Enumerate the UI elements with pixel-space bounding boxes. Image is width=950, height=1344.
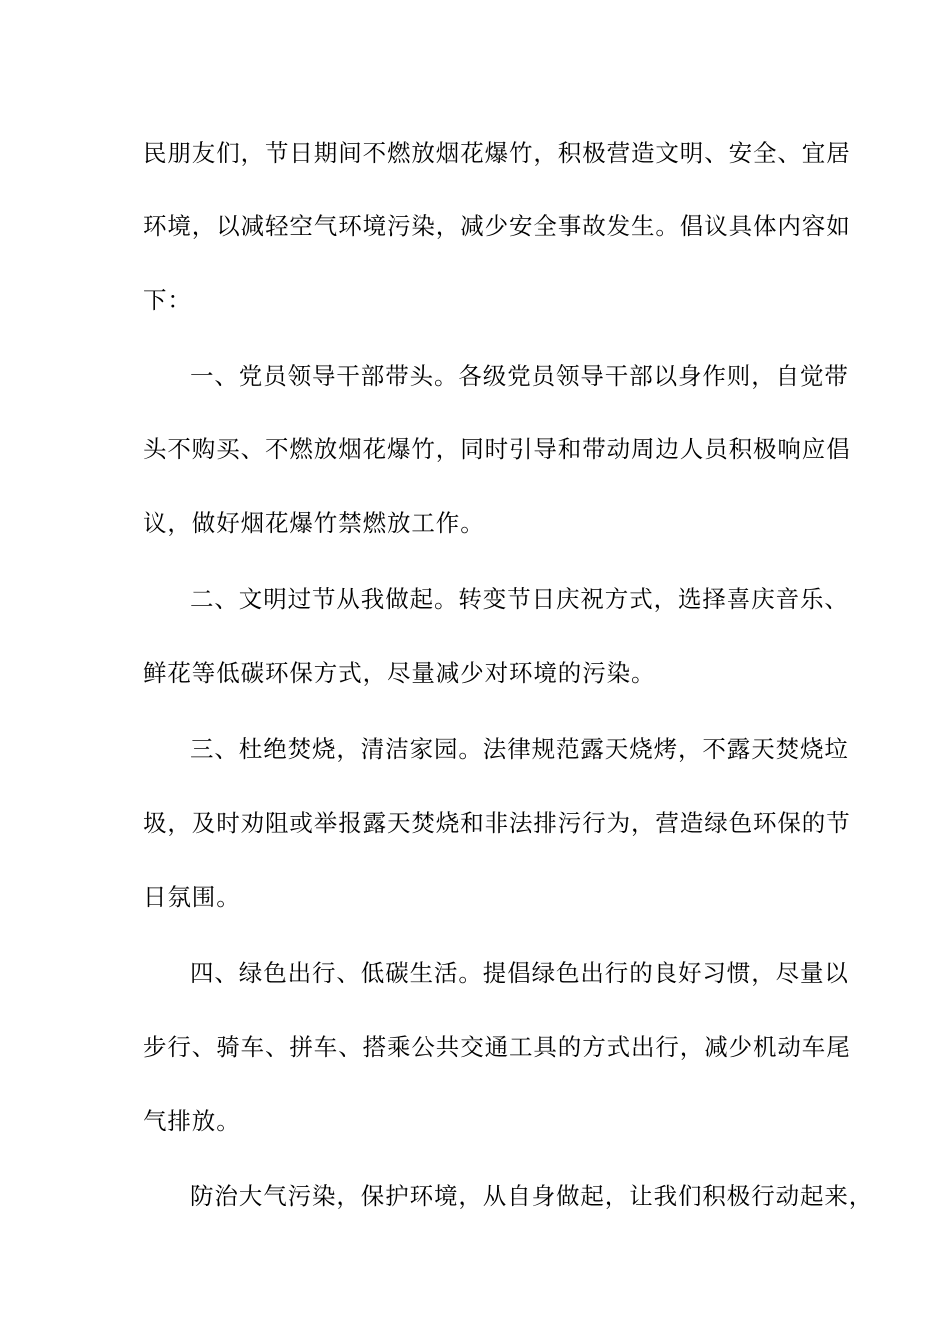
text-line: 议，做好烟花爆竹禁燃放工作。 [143, 509, 485, 537]
paragraph-three-first-line: 三、杜绝焚烧，清洁家园。法律规范露天烧烤，不露天焚烧垃 [190, 735, 849, 763]
text-line: 气排放。 [143, 1107, 241, 1135]
text-line: 圾，及时劝阻或举报露天焚烧和非法排污行为，营造绿色环保的节 [143, 809, 851, 837]
text-line: 民朋友们，节日期间不燃放烟花爆竹，积极营造文明、安全、宜居 [143, 139, 851, 167]
paragraph-four-first-line: 四、绿色出行、低碳生活。提倡绿色出行的良好习惯，尽量以 [190, 959, 849, 987]
paragraph-one-first-line: 一、党员领导干部带头。各级党员领导干部以身作则，自觉带 [190, 362, 849, 390]
text-line: 日氛围。 [143, 883, 241, 911]
text-line: 步行、骑车、拼车、搭乘公共交通工具的方式出行，减少机动车尾 [143, 1033, 851, 1061]
text-line: 环境，以减轻空气环境污染，减少安全事故发生。倡议具体内容如 [143, 212, 851, 240]
closing-paragraph-first-line: 防治大气污染，保护环境，从自身做起，让我们积极行动起来， [190, 1182, 874, 1210]
text-line: 下： [143, 286, 192, 314]
text-line: 头不购买、不燃放烟花爆竹，同时引导和带动周边人员积极响应倡 [143, 435, 851, 463]
text-line: 鲜花等低碳环保方式，尽量减少对环境的污染。 [143, 659, 656, 687]
paragraph-two-first-line: 二、文明过节从我做起。转变节日庆祝方式，选择喜庆音乐、 [190, 585, 849, 613]
